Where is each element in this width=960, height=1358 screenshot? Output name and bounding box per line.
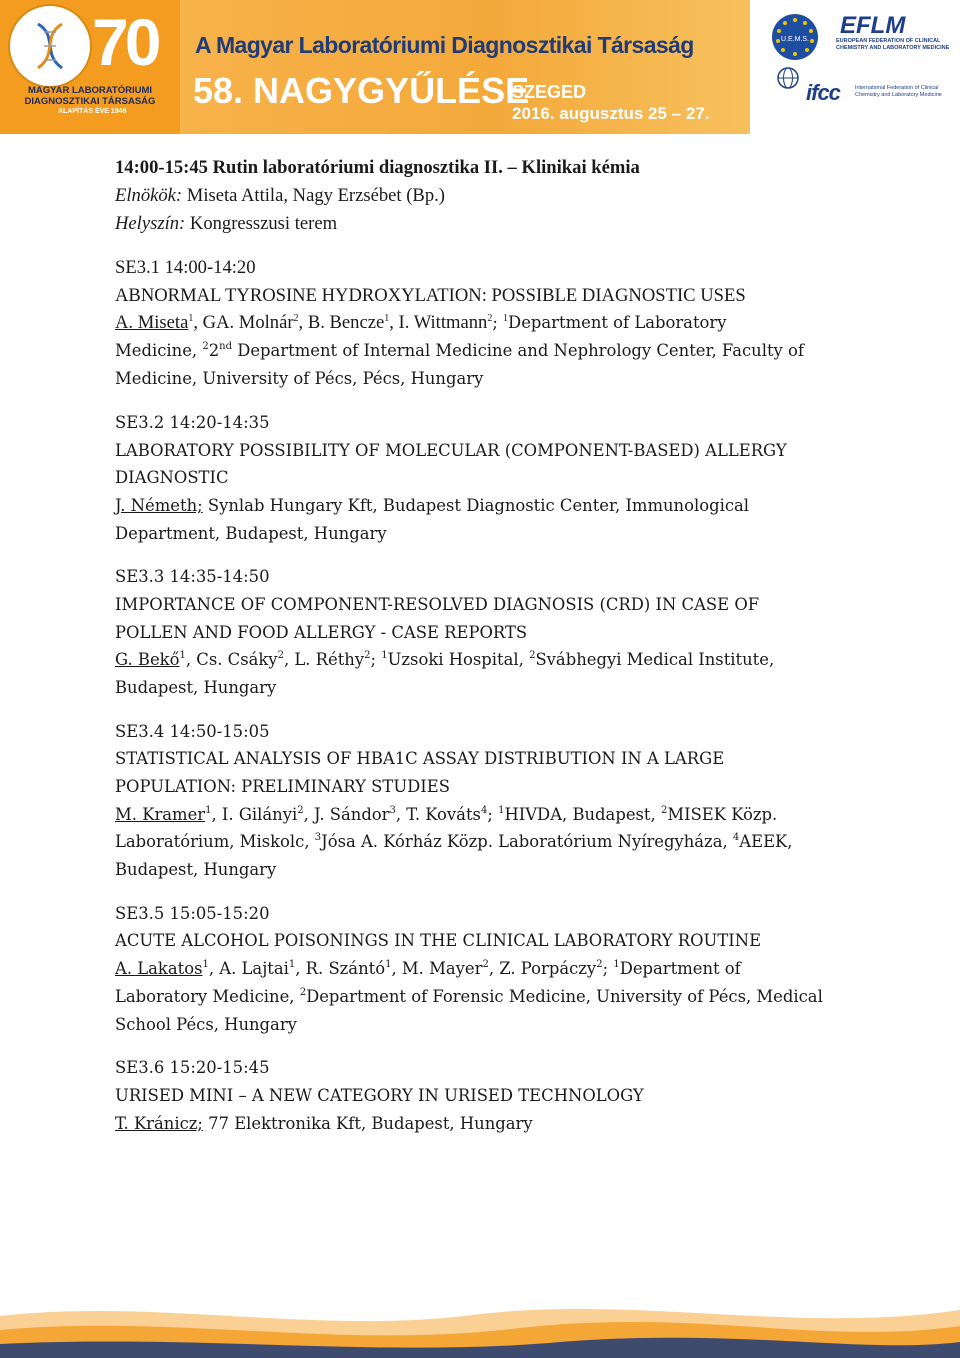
talk-affiliation: School Pécs, Hungary xyxy=(115,1015,297,1034)
footer-wave-decoration xyxy=(0,1296,960,1358)
talk-code: SE3.5 xyxy=(115,904,165,923)
talk-authors: A. Lakatos$^1$, A. Lajtai$^1$, R. Szántó$^1$, M. Mayer$^2$, Z. Porpáczy$^2$; $^1$Department of xyxy=(115,959,741,978)
talk-authors: T. Kránicz; 77 Elektronika Kft, Budapest, Hungary xyxy=(115,1114,533,1133)
talk-header xyxy=(115,722,270,742)
presenter-name: J. Németh; xyxy=(115,496,203,515)
event-title: 58. NAGYGYŰLÉSE xyxy=(193,70,530,111)
session-venue xyxy=(115,214,337,234)
anniversary-70: 70 xyxy=(92,5,158,79)
talk-time: 14:00-14:20 xyxy=(164,257,256,278)
talk-affiliation: Laboratórium, Miskolc, $^3$Jósa A. Kórház Közp. Laboratórium Nyíregyháza, $^4$AEEK, xyxy=(115,832,793,851)
talk-time: 14:35-14:50 xyxy=(169,567,270,586)
talk-code: SE3.4 xyxy=(115,722,165,741)
session-chairs xyxy=(115,186,445,206)
session-heading: 14:00-15:45 Rutin laboratóriumi diagnosztika II. – Klinikai kémia xyxy=(115,157,640,178)
talk-affiliation: Medicine, $^2$2nd Department of Internal Medicine and Nephrology Center, Faculty of xyxy=(115,341,804,360)
talk-authors: A. Miseta$^1$, GA. Molnár$^2$, B. Bencze$^1$, I. Wittmann$^2$; $^1$Department of Laboratory xyxy=(115,312,727,333)
talk-header xyxy=(115,413,270,433)
talk-code: SE3.3 xyxy=(115,567,165,586)
talk-title: ACUTE ALCOHOL POISONINGS IN THE CLINICAL LABORATORY ROUTINE xyxy=(115,931,762,950)
talk-time: 15:20-15:45 xyxy=(169,1058,270,1077)
talk-header xyxy=(115,904,270,924)
talk-code: SE3.6 xyxy=(115,1058,165,1077)
eflm-fullname: EUROPEAN FEDERATION OF CLINICAL CHEMISTRY AND LABORATORY MEDICINE xyxy=(836,38,950,51)
talk-code: SE3.1 xyxy=(115,257,160,278)
talk-header xyxy=(115,258,256,278)
talk-title: POPULATION: PRELIMINARY STUDIES xyxy=(115,777,450,796)
uems-logo-icon xyxy=(772,14,818,60)
logo-founded: ALAPÍTÁS ÉVE 1946 xyxy=(58,108,127,115)
talk-time: 14:20-14:35 xyxy=(169,413,270,432)
eflm-logo: EFLM xyxy=(840,12,906,39)
presenter-name: G. Bekő xyxy=(115,650,180,669)
ifcc-fullname: International Federation of Clinical Chemistry and Laboratory Medicine xyxy=(855,85,942,98)
venue-label: Helyszín: xyxy=(115,213,186,234)
header-banner xyxy=(0,0,960,134)
talk-time: 14:50-15:05 xyxy=(169,722,270,741)
logo-org-name: MAGYAR LABORATÓRIUMI DIAGNOSZTIKAI TÁRSASÁG xyxy=(24,85,156,107)
event-city: SZEGED xyxy=(512,82,587,102)
society-logo xyxy=(0,0,180,134)
talk-time: 15:05-15:20 xyxy=(169,904,270,923)
svg-text:U.E.M.S.: U.E.M.S. xyxy=(780,36,810,43)
presenter-name: A. Lakatos xyxy=(115,959,203,978)
talk-affiliation: Budapest, Hungary xyxy=(115,678,277,697)
talk-affiliation: Medicine, University of Pécs, Pécs, Hungary xyxy=(115,369,484,388)
talk-title: URISED MINI – A NEW CATEGORY IN URISED TECHNOLOGY xyxy=(115,1086,644,1105)
talk-affiliation: Laboratory Medicine, $^2$Department of Forensic Medicine, University of Pécs, Medical xyxy=(115,987,823,1006)
venue-name: Kongresszusi terem xyxy=(189,213,338,234)
talk-title: LABORATORY POSSIBILITY OF MOLECULAR (COMPONENT-BASED) ALLERGY xyxy=(115,441,787,460)
talk-authors: J. Németh; Synlab Hungary Kft, Budapest Diagnostic Center, Immunological xyxy=(115,496,750,515)
chairs-label: Elnökök: xyxy=(115,185,183,206)
talk-header xyxy=(115,567,270,587)
talk-affiliation: Department, Budapest, Hungary xyxy=(115,524,387,543)
talk-authors: G. Bekő$^1$, Cs. Csáky$^2$, L. Réthy$^2$; $^1$Uzsoki Hospital, $^2$Svábhegyi Medical Institute, xyxy=(115,650,775,669)
talk-title: POLLEN AND FOOD ALLERGY - CASE REPORTS xyxy=(115,623,528,642)
talk-affiliation: Budapest, Hungary xyxy=(115,860,277,879)
ifcc-logo: ifcc xyxy=(806,80,840,105)
globe-icon xyxy=(776,66,800,90)
chairs-names: Miseta Attila, Nagy Erzsébet (Bp.) xyxy=(186,185,445,206)
talk-header xyxy=(115,1058,270,1078)
talk-title: DIAGNOSTIC xyxy=(115,468,229,487)
presenter-name: M. Kramer xyxy=(115,805,206,824)
talk-title: STATISTICAL ANALYSIS OF HBA1C ASSAY DISTRIBUTION IN A LARGE xyxy=(115,749,725,768)
event-dates: 2016. augusztus 25 – 27. xyxy=(512,104,710,123)
talk-authors: M. Kramer$^1$, I. Gilányi$^2$, J. Sándor$^3$, T. Kováts$^4$; $^1$HIVDA, Budapest, $^2$MISEK Közp. xyxy=(115,805,778,824)
presenter-name: A. Miseta xyxy=(115,312,189,333)
talk-code: SE3.2 xyxy=(115,413,165,432)
talk-title: ABNORMAL TYROSINE HYDROXYLATION: POSSIBLE DIAGNOSTIC USES xyxy=(115,285,746,306)
society-title: A Magyar Laboratóriumi Diagnosztikai Társaság xyxy=(195,32,694,58)
dna-emblem-icon xyxy=(8,4,92,88)
talk-title: IMPORTANCE OF COMPONENT-RESOLVED DIAGNOSIS (CRD) IN CASE OF xyxy=(115,595,760,614)
presenter-name: T. Kránicz; xyxy=(115,1114,203,1133)
